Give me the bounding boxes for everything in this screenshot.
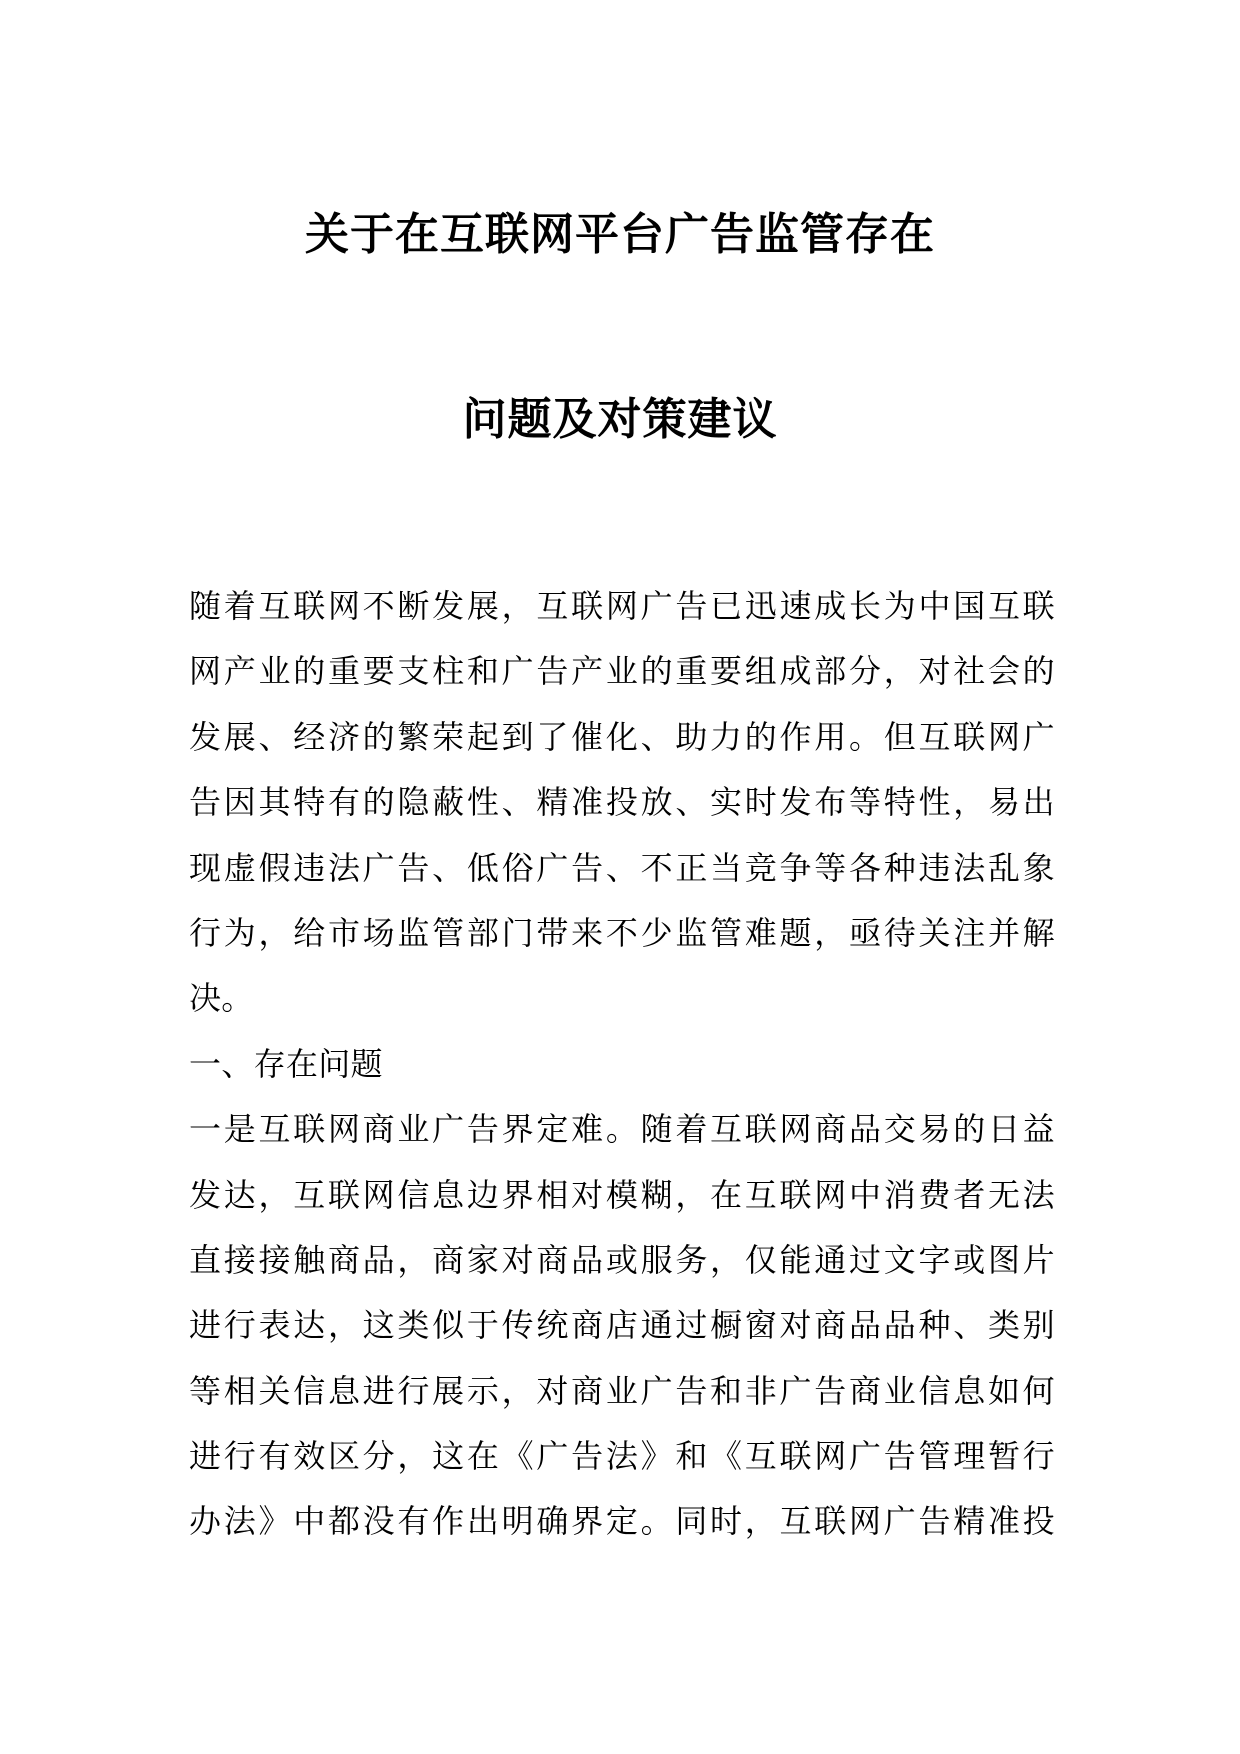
paragraph-line: 发达，互联网信息边界相对模糊，在互联网中消费者无法 bbox=[189, 1175, 1055, 1214]
paragraph-line: 告因其特有的隐蔽性、精准投放、实时发布等特性，易出 bbox=[189, 783, 1055, 822]
paragraph-line: 网产业的重要支柱和广告产业的重要组成部分，对社会的 bbox=[189, 652, 1055, 691]
paragraph-line: 决。 bbox=[189, 979, 254, 1018]
section-heading: 一、存在问题 bbox=[189, 1044, 383, 1083]
document-title-line-2: 问题及对策建议 bbox=[462, 394, 778, 445]
paragraph-line: 随着互联网不断发展，互联网广告已迅速成长为中国互联 bbox=[189, 587, 1055, 625]
paragraph-line: 现虚假违法广告、低俗广告、不正当竞争等各种违法乱象 bbox=[189, 848, 1055, 887]
document-body bbox=[189, 574, 1055, 1555]
paragraph-line: 行为，给市场监管部门带来不少监管难题，亟待关注并解 bbox=[189, 913, 1055, 952]
paragraph-line: 等相关信息进行展示，对商业广告和非广告商业信息如何 bbox=[189, 1371, 1055, 1410]
paragraph-line: 直接接触商品，商家对商品或服务，仅能通过文字或图片 bbox=[189, 1240, 1055, 1279]
paragraph-line: 办法》中都没有作出明确界定。同时，互联网广告精准投 bbox=[189, 1502, 1055, 1541]
paragraph-line: 发展、经济的繁荣起到了催化、助力的作用。但互联网广 bbox=[189, 717, 1055, 756]
paragraph-line: 进行表达，这类似于传统商店通过橱窗对商品品种、类别 bbox=[189, 1306, 1055, 1345]
document-title-line-1: 关于在互联网平台广告监管存在 bbox=[305, 209, 935, 260]
paragraph-line: 一是互联网商业广告界定难。随着互联网商品交易的日益 bbox=[189, 1110, 1055, 1149]
paragraph-line: 进行有效区分，这在《广告法》和《互联网广告管理暂行 bbox=[189, 1437, 1055, 1476]
